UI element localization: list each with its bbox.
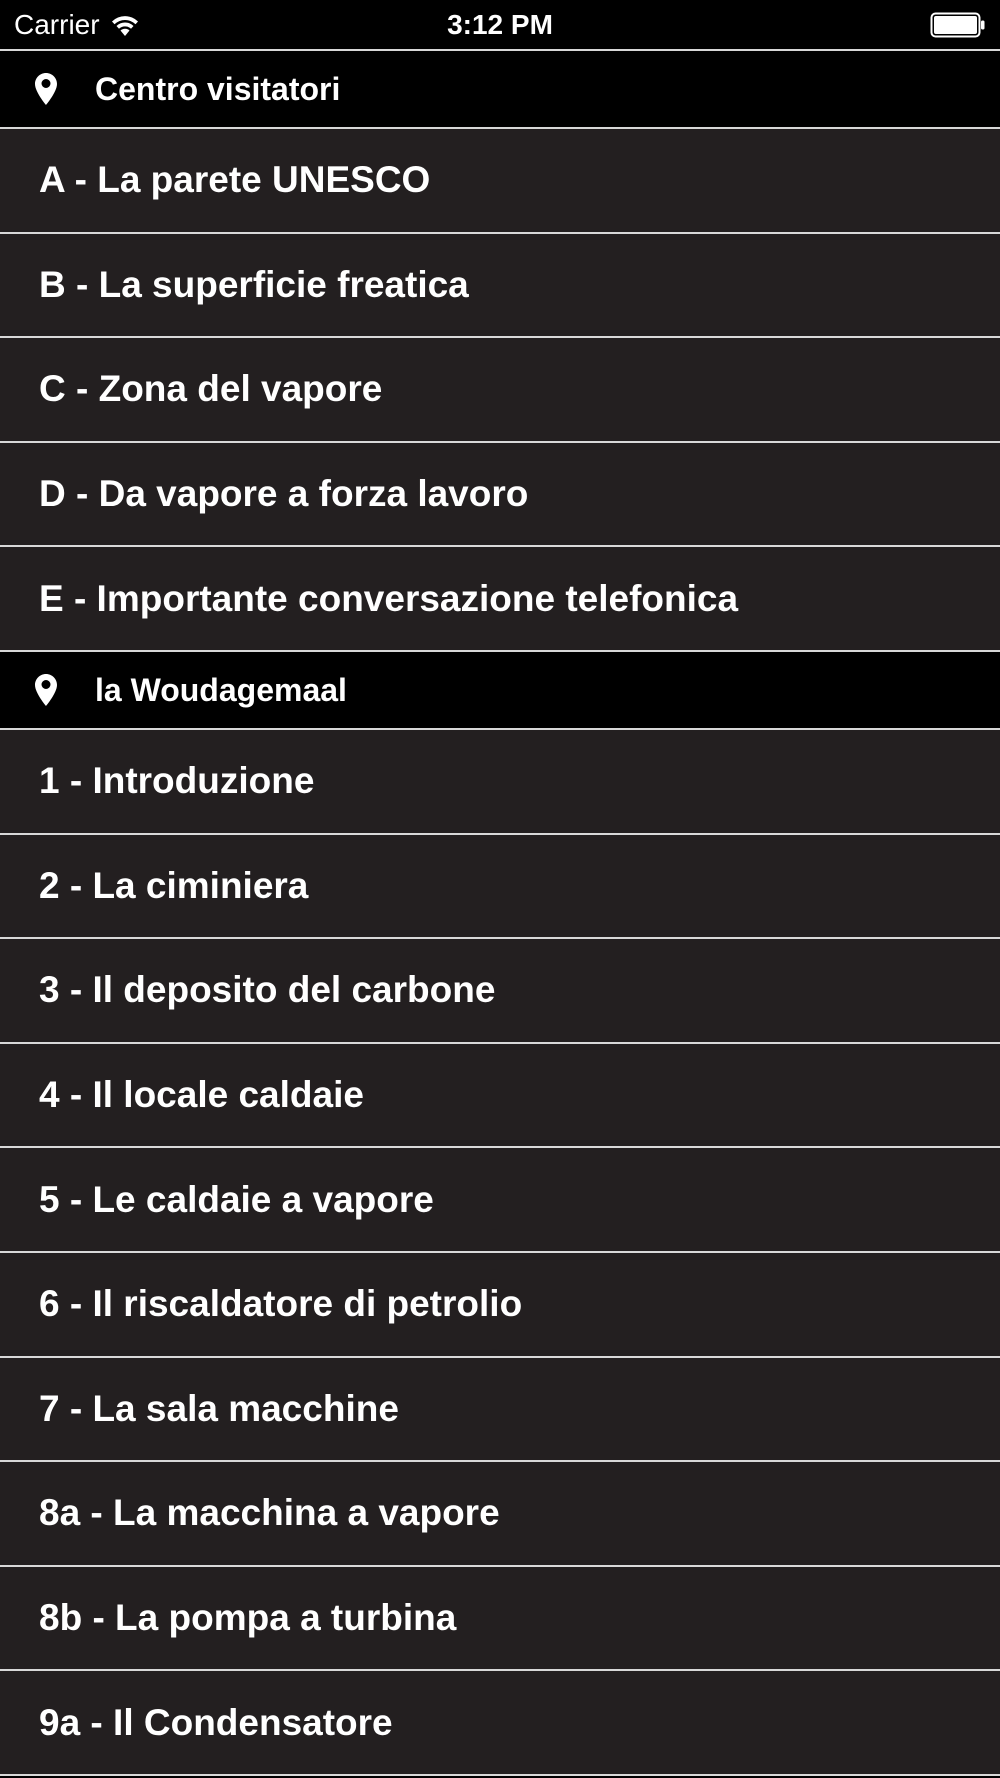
- list-item[interactable]: [0, 1671, 1000, 1776]
- map-pin-icon: [34, 673, 58, 707]
- list-item-label: 6 - Il riscaldatore di petrolio: [39, 1283, 523, 1325]
- section-title: Centro visitatori: [95, 71, 341, 107]
- status-bar: [0, 0, 1000, 49]
- section-header-woudagemaal: [0, 652, 1000, 730]
- list-item-label: A - La parete UNESCO: [39, 159, 431, 201]
- list-item[interactable]: [0, 939, 1000, 1044]
- list-item-label: B - La superficie freatica: [39, 263, 469, 305]
- status-time: 3:12 PM: [447, 9, 553, 40]
- list-item-label: 8a - La macchina a vapore: [39, 1492, 500, 1534]
- list-item-label: C - Zona del vapore: [39, 368, 383, 410]
- list-item-label: 9a - Il Condensatore: [39, 1701, 393, 1743]
- list-item-label: 7 - La sala macchine: [39, 1387, 399, 1429]
- section-header-centro-visitatori: [0, 51, 1000, 129]
- list-item[interactable]: [0, 1462, 1000, 1567]
- list-item[interactable]: [0, 547, 1000, 652]
- list-item-label: 3 - Il deposito del carbone: [39, 969, 496, 1011]
- list-item-label: 8b - La pompa a turbina: [39, 1597, 457, 1639]
- list-item[interactable]: [0, 129, 1000, 234]
- list-item-label: 1 - Introduzione: [39, 760, 315, 802]
- list-item[interactable]: [0, 1044, 1000, 1149]
- list-item[interactable]: [0, 1358, 1000, 1463]
- list-item[interactable]: [0, 443, 1000, 548]
- list-item[interactable]: [0, 1253, 1000, 1358]
- carrier-label: Carrier: [14, 9, 100, 40]
- tour-stop-list[interactable]: [0, 49, 1000, 1776]
- list-item[interactable]: [0, 835, 1000, 940]
- list-item-label: 4 - Il locale caldaie: [39, 1074, 364, 1116]
- list-item-label: E - Importante conversazione telefonica: [39, 577, 739, 619]
- list-item-label: 2 - La ciminiera: [39, 864, 309, 906]
- list-item[interactable]: [0, 1148, 1000, 1253]
- list-item[interactable]: [0, 338, 1000, 443]
- battery-icon: [930, 12, 986, 38]
- list-item[interactable]: [0, 234, 1000, 339]
- section-title: la Woudagemaal: [95, 671, 347, 708]
- list-item[interactable]: [0, 1567, 1000, 1672]
- map-pin-icon: [34, 72, 58, 106]
- list-item-label: 5 - Le caldaie a vapore: [39, 1178, 434, 1220]
- list-item[interactable]: [0, 730, 1000, 835]
- list-item-label: D - Da vapore a forza lavoro: [39, 473, 529, 515]
